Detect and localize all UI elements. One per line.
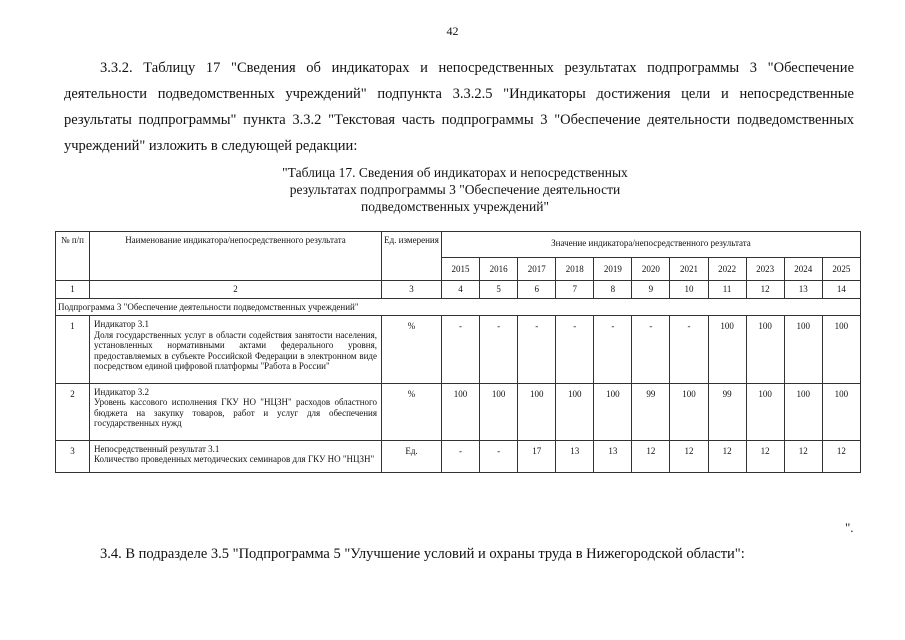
section-label: Подпрограмма 3 "Обеспечение деятельности подведомственных учреждений" [56,298,861,316]
indicator-name-cell [90,440,382,472]
column-number: 7 [556,281,594,299]
value-cell: - [594,316,632,384]
indicator-title: Непосредственный результат 3.1 [94,443,220,454]
intro-paragraph: 3.3.2. Таблицу 17 "Сведения об индикаторах и непосредственных результатах подпрограммы 3 "Обеспечение деятельности подведомственных учреждений" подпункта 3.3.2.5 "Индикаторы достижения цели и непосредственные результаты подпрограммы" пункта 3.3.2 "Текстовая часть подпрограммы 3 "Обеспечение деятельности подведомственных учреждений" изложить в следующей редакции: [64,60,854,154]
column-number: 3 [382,281,442,299]
value-cell: 99 [708,383,746,440]
value-cell: 100 [480,383,518,440]
indicator-name-cell [90,383,382,440]
indicator-title: Индикатор 3.2 [94,386,150,397]
value-cell: 100 [708,316,746,384]
value-cell: - [556,316,594,384]
row-number: 2 [56,383,90,440]
value-cell: 12 [784,440,822,472]
year-header: 2018 [556,257,594,281]
year-header: 2022 [708,257,746,281]
value-cell: - [442,440,480,472]
indicator-title: Индикатор 3.1 [94,319,150,329]
value-cell: 100 [594,383,632,440]
column-number: 1 [56,281,90,299]
value-cell: 100 [746,316,784,384]
value-cell: 100 [822,383,860,440]
year-header: 2020 [632,257,670,281]
value-cell: - [518,316,556,384]
value-cell: 12 [746,440,784,472]
value-cell: - [670,316,708,384]
header-row [56,232,861,258]
indicator-description: Уровень кассового исполнения ГКУ НО "НЦЗН" расходов областного бюджета на закупку товаров, работ и услуг для обеспечения государственных нужд [94,397,377,428]
column-number: 6 [518,281,556,299]
header-unit: Ед. измерения [382,232,442,281]
year-header: 2016 [480,257,518,281]
value-cell: 12 [632,440,670,472]
row-number: 3 [56,440,90,472]
header-values: Значение индикатора/непосредственного результата [442,232,861,258]
table-title-line-3: подведомственных учреждений" [361,199,549,214]
unit-cell: % [382,383,442,440]
value-cell: - [480,440,518,472]
column-number: 2 [90,281,382,299]
value-cell: 100 [784,383,822,440]
page-number: 42 [446,24,459,38]
section-row [56,298,861,316]
column-number: 14 [822,281,860,299]
value-cell: 100 [556,383,594,440]
value-cell: 13 [594,440,632,472]
header-no: № п/п [56,232,90,281]
value-cell: 12 [822,440,860,472]
table-title-line-1: "Таблица 17. Сведения об индикаторах и непосредственных [282,165,628,180]
next-paragraph: 3.4. В подразделе 3.5 "Подпрограмма 5 "Улучшение условий и охраны труда в Нижегородской области": [100,546,745,562]
year-header: 2021 [670,257,708,281]
value-cell: - [480,316,518,384]
column-number: 10 [670,281,708,299]
column-number: 8 [594,281,632,299]
column-number: 13 [784,281,822,299]
value-cell: 12 [670,440,708,472]
header-name: Наименование индикатора/непосредственного результата [90,232,382,281]
value-cell: 100 [518,383,556,440]
value-cell: 17 [518,440,556,472]
unit-cell: Ед. [382,440,442,472]
indicator-name-cell [90,316,382,384]
year-header: 2017 [518,257,556,281]
year-header: 2019 [594,257,632,281]
column-numbers-row [56,281,861,299]
value-cell: 100 [442,383,480,440]
value-cell: - [632,316,670,384]
unit-cell: % [382,316,442,384]
year-header: 2015 [442,257,480,281]
table-title [0,164,905,215]
value-cell: 99 [632,383,670,440]
value-cell: 12 [708,440,746,472]
indicators-table [55,231,861,473]
column-number: 4 [442,281,480,299]
year-header: 2025 [822,257,860,281]
value-cell: - [442,316,480,384]
table-title-line-2: результатах подпрограммы 3 "Обеспечение деятельности [289,182,621,197]
indicator-description: Количество проведенных методических семинаров для ГКУ НО "НЦЗН" [94,454,375,464]
table-row [56,440,861,472]
table-row [56,383,861,440]
column-number: 11 [708,281,746,299]
value-cell: 100 [746,383,784,440]
indicator-description: Доля государственных услуг в области содействия занятости населения, установленных нормативными актами федерального уровня, предоставляемых в субъекте Российской Федерации в электронном виде посредством единой цифровой платформы "Работа в России" [94,329,377,371]
column-number: 5 [480,281,518,299]
row-number: 1 [56,316,90,384]
value-cell: 13 [556,440,594,472]
value-cell: 100 [784,316,822,384]
value-cell: 100 [822,316,860,384]
year-header: 2023 [746,257,784,281]
closing-quote: ". [845,520,854,535]
column-number: 9 [632,281,670,299]
table-row [56,316,861,384]
column-number: 12 [746,281,784,299]
value-cell: 100 [670,383,708,440]
year-header: 2024 [784,257,822,281]
